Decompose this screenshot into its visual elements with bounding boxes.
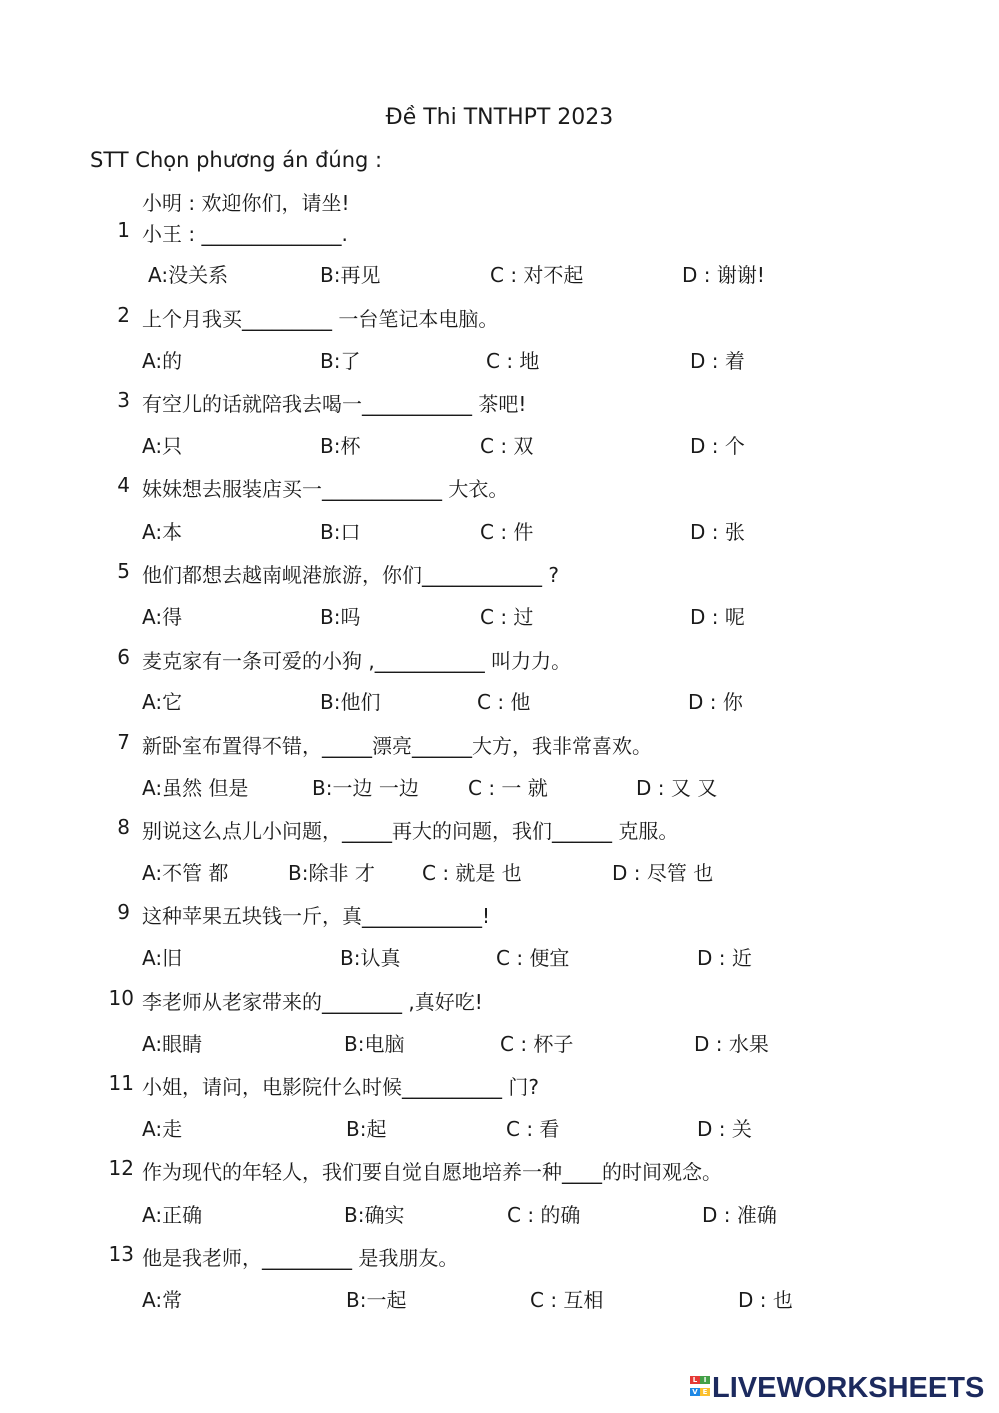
- option-a[interactable]: A:得: [142, 605, 183, 629]
- option-c[interactable]: C : 杯子: [500, 1032, 574, 1056]
- option-a[interactable]: A:走: [142, 1117, 183, 1141]
- option-a[interactable]: A:虽然 但是: [142, 776, 249, 800]
- option-d[interactable]: D : 张: [690, 520, 745, 544]
- answer-options: [0, 857, 999, 887]
- dialog-line: 小明 : 欢迎你们，请坐!: [142, 191, 350, 215]
- option-b[interactable]: B:杯: [320, 434, 361, 458]
- option-d[interactable]: D : 又 又: [636, 776, 718, 800]
- option-b[interactable]: B:吗: [320, 605, 361, 629]
- option-b[interactable]: B:认真: [340, 946, 401, 970]
- option-b[interactable]: B:除非 才: [288, 861, 375, 885]
- question-text: 别说这么点儿小问题，_____再大的问题，我们______ 克服。: [142, 819, 679, 843]
- option-b[interactable]: B:了: [320, 349, 361, 373]
- option-b[interactable]: B:一起: [346, 1288, 407, 1312]
- question-text: 新卧室布置得不错，_____漂亮______大方，我非常喜欢。: [142, 734, 652, 758]
- option-d[interactable]: D : 呢: [690, 605, 745, 629]
- option-a[interactable]: A:不管 都: [142, 861, 229, 885]
- option-a[interactable]: A:它: [142, 690, 183, 714]
- question-number: 4: [117, 473, 130, 497]
- answer-options: [0, 1113, 999, 1143]
- option-d[interactable]: D : 也: [738, 1288, 793, 1312]
- option-d[interactable]: D : 关: [697, 1117, 752, 1141]
- answer-options: [0, 259, 999, 289]
- question-text: 作为现代的年轻人，我们要自觉自愿地培养一种____的时间观念。: [142, 1160, 722, 1184]
- question-number: 10: [108, 986, 134, 1010]
- option-d[interactable]: D : 个: [690, 434, 745, 458]
- instruction-header: STT Chọn phương án đúng :: [90, 148, 383, 172]
- option-c[interactable]: C : 地: [486, 349, 540, 373]
- option-b[interactable]: B:再见: [320, 263, 381, 287]
- option-c[interactable]: C : 他: [477, 690, 531, 714]
- answer-options: [0, 686, 999, 716]
- option-d[interactable]: D : 你: [688, 690, 743, 714]
- answer-options: [0, 942, 999, 972]
- answer-options: [0, 1028, 999, 1058]
- option-c[interactable]: C : 的确: [507, 1203, 581, 1227]
- question-number: 13: [108, 1242, 134, 1266]
- answer-options: [0, 345, 999, 375]
- option-b[interactable]: B:口: [320, 520, 361, 544]
- option-b[interactable]: B:他们: [320, 690, 381, 714]
- option-a[interactable]: A:本: [142, 520, 183, 544]
- answer-options: [0, 1284, 999, 1314]
- question-text: 他们都想去越南岘港旅游，你们____________ ?: [142, 563, 559, 587]
- option-c[interactable]: C : 件: [480, 520, 534, 544]
- question-number: 12: [108, 1156, 134, 1180]
- question-text: 麦克家有一条可爱的小狗 ,___________ 叫力力。: [142, 649, 572, 673]
- answer-options: [0, 1199, 999, 1229]
- option-c[interactable]: C : 双: [480, 434, 534, 458]
- option-c[interactable]: C : 一 就: [468, 776, 548, 800]
- logo-letter-v: V: [690, 1388, 700, 1396]
- question-number: 11: [108, 1071, 134, 1095]
- option-b[interactable]: B:电脑: [344, 1032, 405, 1056]
- option-a[interactable]: A:正确: [142, 1203, 203, 1227]
- option-d[interactable]: D : 尽管 也: [612, 861, 714, 885]
- option-c[interactable]: C : 就是 也: [422, 861, 522, 885]
- option-a[interactable]: A:没关系: [148, 263, 229, 287]
- answer-options: [0, 516, 999, 546]
- question-number: 3: [117, 388, 130, 412]
- answer-options: [0, 430, 999, 460]
- option-d[interactable]: D : 谢谢!: [682, 263, 765, 287]
- option-b[interactable]: B:一边 一边: [312, 776, 419, 800]
- question-text: 小姐，请问，电影院什么时候__________ 门?: [142, 1075, 539, 1099]
- option-b[interactable]: B:起: [346, 1117, 387, 1141]
- logo-letter-e: E: [700, 1388, 710, 1396]
- option-d[interactable]: D : 近: [697, 946, 752, 970]
- logo-text: LIVEWORKSHEETS: [712, 1371, 985, 1404]
- option-a[interactable]: A:旧: [142, 946, 183, 970]
- option-a[interactable]: A:的: [142, 349, 183, 373]
- question-number: 5: [117, 559, 130, 583]
- question-number: 8: [117, 815, 130, 839]
- question-text: 小王 : ______________.: [142, 222, 348, 246]
- question-number: 6: [117, 645, 130, 669]
- question-number: 2: [117, 303, 130, 327]
- option-c[interactable]: C : 看: [506, 1117, 560, 1141]
- option-d[interactable]: D : 着: [690, 349, 745, 373]
- question-number: 7: [117, 730, 130, 754]
- liveworksheets-logo: [690, 1372, 984, 1404]
- option-d[interactable]: D : 准确: [702, 1203, 777, 1227]
- option-d[interactable]: D : 水果: [694, 1032, 769, 1056]
- option-a[interactable]: A:只: [142, 434, 183, 458]
- option-b[interactable]: B:确实: [344, 1203, 405, 1227]
- question-text: 有空儿的话就陪我去喝一___________ 茶吧!: [142, 392, 527, 416]
- question-text: 李老师从老家带来的________ ,真好吃!: [142, 990, 483, 1014]
- answer-options: [0, 772, 999, 802]
- question-text: 妹妹想去服装店买一____________ 大衣。: [142, 477, 509, 501]
- page-title: Đề Thi TNTHPT 2023: [385, 105, 614, 130]
- question-number: 1: [117, 218, 130, 242]
- option-a[interactable]: A:眼睛: [142, 1032, 203, 1056]
- option-c[interactable]: C : 便宜: [496, 946, 570, 970]
- option-c[interactable]: C : 互相: [530, 1288, 604, 1312]
- question-text: 上个月我买_________ 一台笔记本电脑。: [142, 307, 499, 331]
- question-text: 他是我老师，_________ 是我朋友。: [142, 1246, 459, 1270]
- logo-letter-i: I: [700, 1376, 710, 1384]
- option-c[interactable]: C : 过: [480, 605, 534, 629]
- logo-icon: [690, 1376, 710, 1400]
- answer-options: [0, 601, 999, 631]
- question-number: 9: [117, 900, 130, 924]
- logo-letter-l: L: [690, 1376, 700, 1384]
- option-c[interactable]: C : 对不起: [490, 263, 584, 287]
- option-a[interactable]: A:常: [142, 1288, 183, 1312]
- question-text: 这种苹果五块钱一斤，真____________!: [142, 904, 491, 928]
